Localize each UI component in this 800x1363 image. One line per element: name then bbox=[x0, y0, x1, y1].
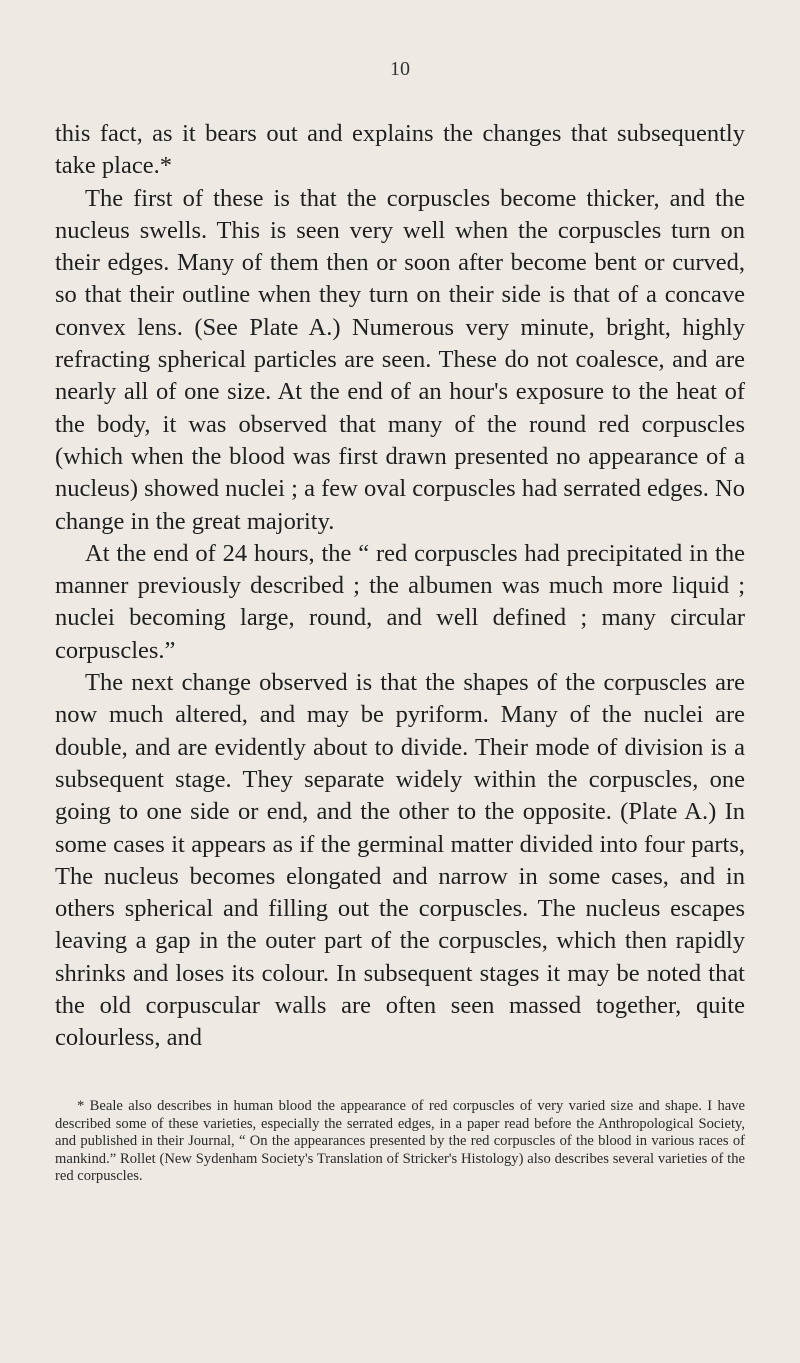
paragraph-corpuscles-thicker: The first of these is that the corpuscles become thicker, and the nucleus swells. This is seen very well when the corpuscles turn on their edges. Many of them then or soon after become bent or curved, so that their outline when they turn on their side is that of a concave convex lens. (See Plate A.) Numerous very minute, bright, highly refracting spherical particles are seen. These do not coalesce, and are nearly all of one size. At the end of an hour's exposure to the heat of the body, it was observed that many of the round red corpuscles (which when the blood was first drawn presented no appearance of a nucleus) showed nuclei ; a few oval corpuscles had serrated edges. No change in the great majority. bbox=[55, 184, 745, 535]
footnote: * Beale also describes in human blood the appearance of red corpuscles of very varied size and shape. I have described some of these varieties, especially the serrated edges, in a paper read before the Anthropological Society, and published in their Journal, “ On the appearances presented by the red corpuscles of the blood in various races of mankind.” Rollet (New Sydenham Society's Translation of Stricker's Histology) also describes several varieties of the red corpuscles. bbox=[55, 1098, 745, 1184]
page-number: 10 bbox=[390, 58, 410, 80]
paragraph-continuation: this fact, as it bears out and explains the changes that subsequently take place.* bbox=[55, 120, 745, 180]
paragraph-next-change: The next change observed is that the shapes of the corpuscles are now much altered, and may be pyriform. Many of the nuclei are double, and are evidently about to divide. Their mode of division is a subsequent stage. They separate widely within the corpuscles, one going to one side or end, and the other to the opposite. (Plate A.) In some cases it appears as if the germinal matter divided into four parts, The nucleus becomes elongated and narrow in some cases, and in others spherical and filling out the corpuscles. The nucleus escapes leaving a gap in the outer part of the corpuscles, which then rapidly shrinks and loses its colour. In subsequent stages it may be noted that the old corpuscular walls are often seen massed together, quite colourless, and bbox=[55, 669, 745, 1052]
body-text bbox=[55, 118, 745, 1055]
paragraph-24-hours: At the end of 24 hours, the “ red corpuscles had precipitated in the manner previously described ; the albumen was much more liquid ; nuclei becoming large, round, and well defined ; many circular corpuscles.” bbox=[55, 539, 745, 664]
